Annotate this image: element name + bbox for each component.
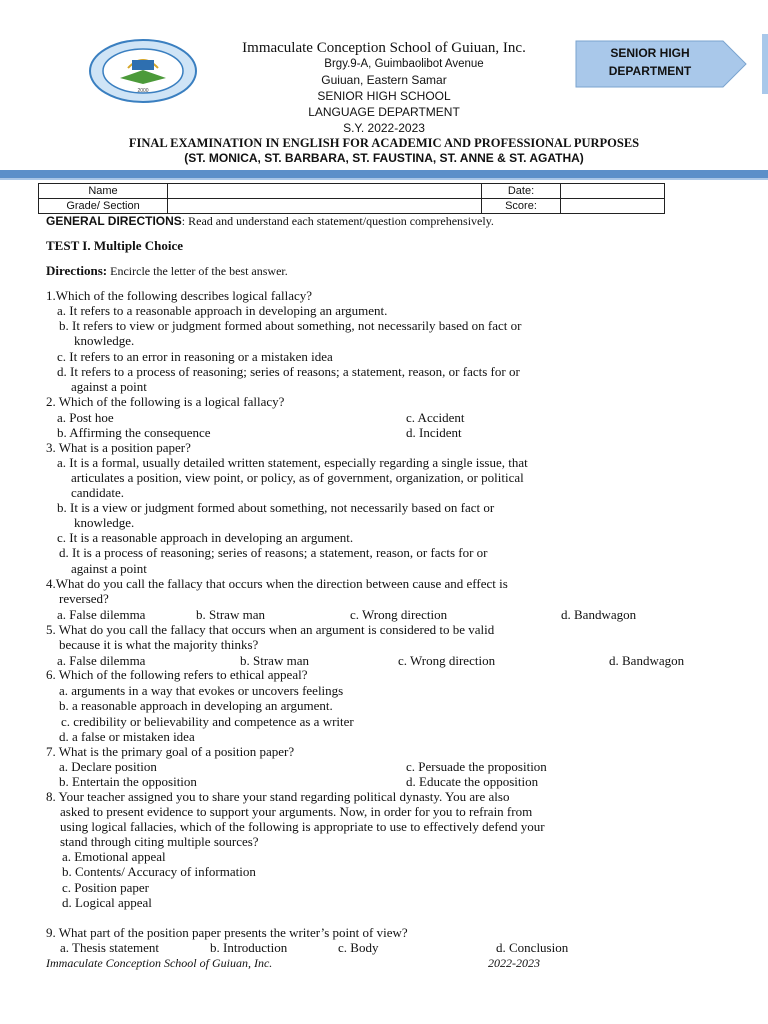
q7-option-a[interactable]: a. Declare position xyxy=(59,759,157,774)
q1-option-a[interactable]: a. It refers to a reasonable approach in developing an argument. xyxy=(57,303,388,318)
q8-option-a[interactable]: a. Emotional appeal xyxy=(62,849,166,864)
q6-option-c[interactable]: c. credibility or believability and competence as a writer xyxy=(61,714,354,729)
exam-title: FINAL EXAMINATION IN ENGLISH FOR ACADEMIC AND PROFESSIONAL PURPOSES xyxy=(128,136,640,150)
grade-section-label: Grade/ Section xyxy=(39,199,168,214)
q1-option-d[interactable]: d. It refers to a process of reasoning; series of reasons; a statement, reason, or facts for or xyxy=(57,364,520,379)
score-label: Score: xyxy=(482,199,561,214)
question-4-cont: reversed? xyxy=(59,591,109,606)
q3-option-c[interactable]: c. It is a reasonable approach in developing an argument. xyxy=(57,530,354,545)
question-2: 2. Which of the following is a logical fallacy? xyxy=(46,394,285,409)
q2-option-c[interactable]: c. Accident xyxy=(406,410,465,425)
badge-edge xyxy=(762,34,768,94)
q3-option-a-cont-2: candidate. xyxy=(71,485,125,500)
q5-option-d[interactable]: d. Bandwagon xyxy=(609,653,685,668)
q2-option-b[interactable]: b. Affirming the consequence xyxy=(57,425,211,440)
q4-option-a[interactable]: a. False dilemma xyxy=(57,607,146,622)
q1-option-b[interactable]: b. It refers to view or judgment formed about something, not necessarily based on fact or xyxy=(59,318,522,333)
q9-option-d[interactable]: d. Conclusion xyxy=(496,940,569,955)
footer-school: Immaculate Conception School of Guiuan, Inc. xyxy=(46,956,273,970)
school-level: SENIOR HIGH SCHOOL xyxy=(317,89,451,103)
q6-option-a[interactable]: a. arguments in a way that evokes or uncovers feelings xyxy=(59,683,344,698)
q3-option-d-cont: against a point xyxy=(71,561,147,576)
grade-section-field[interactable] xyxy=(168,199,482,214)
q3-option-b[interactable]: b. It is a view or judgment formed about something, not necessarily based on fact or xyxy=(57,500,495,515)
score-field[interactable] xyxy=(561,199,665,214)
question-5: 5. What do you call the fallacy that occurs when an argument is considered to be valid xyxy=(46,622,495,637)
general-directions-label: GENERAL DIRECTIONS xyxy=(46,214,182,228)
question-4: 4.What do you call the fallacy that occurs when the direction between cause and effect is xyxy=(46,576,508,591)
q7-option-c[interactable]: c. Persuade the proposition xyxy=(406,759,547,774)
school-year: S.Y. 2022-2023 xyxy=(343,121,425,135)
q7-option-d[interactable]: d. Educate the opposition xyxy=(406,774,539,789)
question-8-cont-2: using logical fallacies, which of the following is appropriate to use to effectively defend your xyxy=(60,819,545,834)
q3-option-d[interactable]: d. It is a process of reasoning; series of reasons; a statement, reason, or facts for or xyxy=(59,545,488,560)
q1-option-d-cont: against a point xyxy=(71,379,147,394)
question-7: 7. What is the primary goal of a position paper? xyxy=(46,744,295,759)
question-9: 9. What part of the position paper presents the writer’s point of view? xyxy=(46,925,408,940)
q4-option-b[interactable]: b. Straw man xyxy=(196,607,265,622)
q7-option-b[interactable]: b. Entertain the opposition xyxy=(59,774,197,789)
q8-option-c[interactable]: c. Position paper xyxy=(62,880,150,895)
header-divider xyxy=(0,170,768,178)
q5-option-a[interactable]: a. False dilemma xyxy=(57,653,146,668)
q8-option-d[interactable]: d. Logical appeal xyxy=(62,895,152,910)
question-1: 1.Which of the following describes logical fallacy? xyxy=(46,288,313,303)
question-8-cont-1: asked to present evidence to support your arguments. Now, in order for you to refrain from xyxy=(60,804,533,819)
address-line-1: Brgy.9-A, Guimbaolibot Avenue xyxy=(324,58,484,70)
q6-option-b[interactable]: b. a reasonable approach in developing an argument. xyxy=(59,698,333,713)
question-3: 3. What is a position paper? xyxy=(46,440,191,455)
q3-option-a-cont-1: articulates a position, view point, or policy, as of government, organization, or political xyxy=(71,470,524,485)
q9-option-b[interactable]: b. Introduction xyxy=(210,940,288,955)
q8-option-b[interactable]: b. Contents/ Accuracy of information xyxy=(62,864,256,879)
footer-year: 2022-2023 xyxy=(488,956,540,970)
question-8: 8. Your teacher assigned you to share your stand regarding political dynasty. You are also xyxy=(46,789,510,804)
badge-line-2: DEPARTMENT xyxy=(608,64,692,78)
q9-option-c[interactable]: c. Body xyxy=(338,940,379,955)
logo-year: 2000 xyxy=(137,88,149,94)
badge-line-1: SENIOR HIGH xyxy=(610,46,690,60)
question-6: 6. Which of the following refers to ethical appeal? xyxy=(46,667,308,682)
address-line-2: Guiuan, Eastern Samar xyxy=(321,73,447,87)
q3-option-a[interactable]: a. It is a formal, usually detailed written statement, especially regarding a single issue, that xyxy=(57,455,528,470)
name-field[interactable] xyxy=(168,184,482,199)
school-name: Immaculate Conception School of Guiuan, Inc. xyxy=(242,40,526,56)
q4-option-d[interactable]: d. Bandwagon xyxy=(561,607,637,622)
directions-label: Directions: xyxy=(46,263,108,278)
q1-option-c[interactable]: c. It refers to an error in reasoning or a mistaken idea xyxy=(57,349,333,364)
name-label: Name xyxy=(39,184,168,199)
general-directions xyxy=(46,214,494,229)
q1-option-b-cont: knowledge. xyxy=(74,333,135,348)
q9-option-a[interactable]: a. Thesis statement xyxy=(60,940,160,955)
exam-sections: (ST. MONICA, ST. BARBARA, ST. FAUSTINA, ST. ANNE & ST. AGATHA) xyxy=(184,151,584,165)
date-label: Date: xyxy=(482,184,561,199)
q2-option-a[interactable]: a. Post hoe xyxy=(57,410,114,425)
q6-option-d[interactable]: d. a false or mistaken idea xyxy=(59,729,195,744)
test-title: TEST I. Multiple Choice xyxy=(46,238,184,253)
q5-option-c[interactable]: c. Wrong direction xyxy=(398,653,496,668)
test-directions xyxy=(46,263,288,279)
header-divider-light xyxy=(0,178,768,180)
question-5-cont: because it is what the majority thinks? xyxy=(59,637,259,652)
q5-option-b[interactable]: b. Straw man xyxy=(240,653,309,668)
q2-option-d[interactable]: d. Incident xyxy=(406,425,462,440)
q3-option-b-cont: knowledge. xyxy=(74,515,135,530)
question-8-cont-3: stand through citing multiple sources? xyxy=(60,834,259,849)
student-info-table xyxy=(38,183,665,214)
q4-option-c[interactable]: c. Wrong direction xyxy=(350,607,448,622)
directions-text: Encircle the letter of the best answer. xyxy=(107,264,288,278)
date-field[interactable] xyxy=(561,184,665,199)
department: LANGUAGE DEPARTMENT xyxy=(308,105,460,119)
general-directions-text: : Read and understand each statement/question comprehensively. xyxy=(181,214,494,228)
